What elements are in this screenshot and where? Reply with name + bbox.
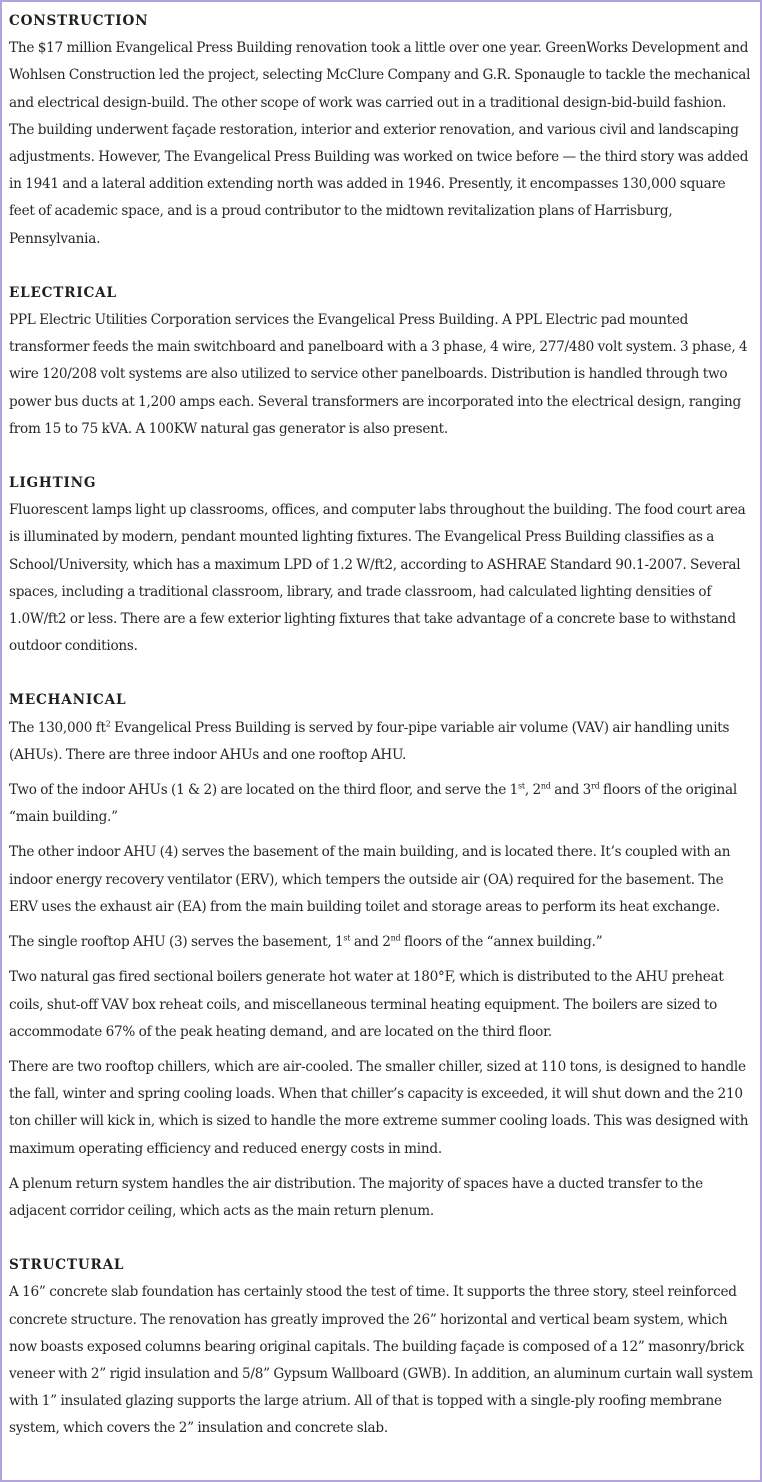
mechanical-p2-text-d: floors of the original “main building.” (9, 782, 737, 826)
document-body (2, 2, 760, 1443)
mechanical-p4-text-a: The single rooftop AHU (3) serves the basement, 1 (9, 934, 344, 951)
mechanical-p1-superscript: 2 (105, 719, 111, 729)
mechanical-p2-superscript-3: rd (591, 781, 600, 791)
mechanical-paragraph-6: There are two rooftop chillers, which are air-cooled. The smaller chiller, sized at 110 tons, is designed to handle the fall, winter and spring cooling loads. When that chiller’s capacity is exceeded, it will shut down and the 210 ton chiller will kick in, which is sized to handle the more extreme summer cooling loads. This was designed with maximum operating efficiency and reduced energy costs in mind. (9, 1058, 749, 1157)
electrical-heading: ELECTRICAL (9, 284, 117, 301)
construction-paragraph: The $17 million Evangelical Press Building renovation took a little over one year. GreenWorks Development and Wohlsen Construction led the project, selecting McClure Company and G.R. Sponaugle to tackle the mechanical and electrical design-build. The other scope of work was carried out in a traditional design-bid-build fashion. The building underwent façade restoration, interior and exterior renovation, and various civil and landscaping adjustments. However, The Evangelical Press Building was worked on twice before — the third story was added in 1941 and a lateral addition extending north was added in 1946. Presently, it encompasses 130,000 square feet of academic space, and is a proud contributor to the midtown revitalization plans of Harrisburg, Pennsylvania. (9, 40, 751, 247)
section-spacer (9, 443, 754, 470)
section-spacer (9, 253, 754, 280)
mechanical-paragraph-1 (9, 715, 754, 769)
mechanical-p1-text-a: The 130,000 ft (9, 719, 106, 736)
structural-heading: STRUCTURAL (9, 1257, 125, 1274)
mechanical-p4-text-c: floors of the “annex building.” (400, 934, 603, 951)
mechanical-p4-superscript-1: st (343, 933, 351, 943)
mechanical-paragraph-5: Two natural gas fired sectional boilers generate hot water at 180°F, which is distributed to the AHU preheat coils, shut-off VAV box reheat coils, and miscellaneous terminal heating equipment. The boilers are sized to accommodate 67% of the peak heating demand, and are located on the third floor. (9, 969, 724, 1040)
lighting-section (9, 470, 754, 660)
mechanical-p4-superscript-2: nd (390, 933, 401, 943)
mechanical-p4-text-b: and 2 (350, 934, 391, 951)
construction-section (9, 8, 754, 253)
mechanical-p2-text-c: and 3 (550, 782, 591, 799)
mechanical-paragraph-3: The other indoor AHU (4) serves the basement of the main building, and is located there. It’s coupled with an indoor energy recovery ventilator (ERV), which tempers the outside air (OA) required for the basement. The ERV uses the exhaust air (EA) from the main building toilet and storage areas to perform its heat exchange. (9, 844, 731, 915)
mechanical-section (9, 687, 754, 1225)
electrical-paragraph: PPL Electric Utilities Corporation services the Evangelical Press Building. A PPL Electric pad mounted transformer feeds the main switchboard and panelboard with a 3 phase, 4 wire, 277/480 volt system. 3 phase, 4 wire 120/208 volt systems are also utilized to service other panelboards. Distribution is handled through two power bus ducts at 1,200 amps each. Several transformers are incorporated into the electrical design, ranging from 15 to 75 kVA. A 100KW natural gas generator is also present. (9, 312, 748, 437)
mechanical-p2-superscript-1: st (517, 781, 525, 791)
mechanical-p2-text-b: , 2 (524, 782, 541, 799)
section-spacer (9, 1225, 754, 1252)
mechanical-p2-text-a: Two of the indoor AHUs (1 & 2) are located on the third floor, and serve the 1 (9, 782, 518, 799)
structural-section (9, 1252, 754, 1442)
structural-paragraph: A 16” concrete slab foundation has certainly stood the test of time. It supports the three story, steel reinforced concrete structure. The renovation has greatly improved the 26” horizontal and vertical beam system, which now boasts exposed columns bearing original capitals. The building façade is composed of a 12” masonry/brick veneer with 2” rigid insulation and 5/8” Gypsum Wallboard (GWB). In addition, an aluminum curtain wall system with 1” insulated glazing supports the large atrium. All of that is topped with a single-ply roofing membrane system, which covers the 2” insulation and concrete slab. (9, 1284, 753, 1437)
mechanical-p2-superscript-2: nd (540, 781, 551, 791)
section-spacer (9, 660, 754, 687)
lighting-paragraph: Fluorescent lamps light up classrooms, offices, and computer labs throughout the building. The food court area is illuminated by modern, pendant mounted lighting fixtures. The Evangelical Press Building classifies as a School/University, which has a maximum LPD of 1.2 W/ft2, according to ASHRAE Standard 90.1-2007. Several spaces, including a traditional classroom, library, and trade classroom, had calculated lighting densities of 1.0W/ft2 or less. There are a few exterior lighting fixtures that take advantage of a concrete base to withstand outdoor conditions. (9, 502, 746, 655)
mechanical-p1-text-b: Evangelical Press Building is served by four-pipe variable air volume (VAV) air handling units (AHUs). There are three indoor AHUs and one rooftop AHU. (9, 719, 730, 763)
mechanical-paragraph-4 (9, 929, 754, 956)
mechanical-paragraph-2 (9, 777, 754, 831)
construction-heading: CONSTRUCTION (9, 13, 149, 29)
mechanical-paragraph-7: A plenum return system handles the air distribution. The majority of spaces have a ducted transfer to the adjacent corridor ceiling, which acts as the main return plenum. (9, 1175, 703, 1219)
lighting-heading: LIGHTING (9, 475, 97, 492)
mechanical-heading: MECHANICAL (9, 692, 127, 709)
electrical-section (9, 280, 754, 443)
